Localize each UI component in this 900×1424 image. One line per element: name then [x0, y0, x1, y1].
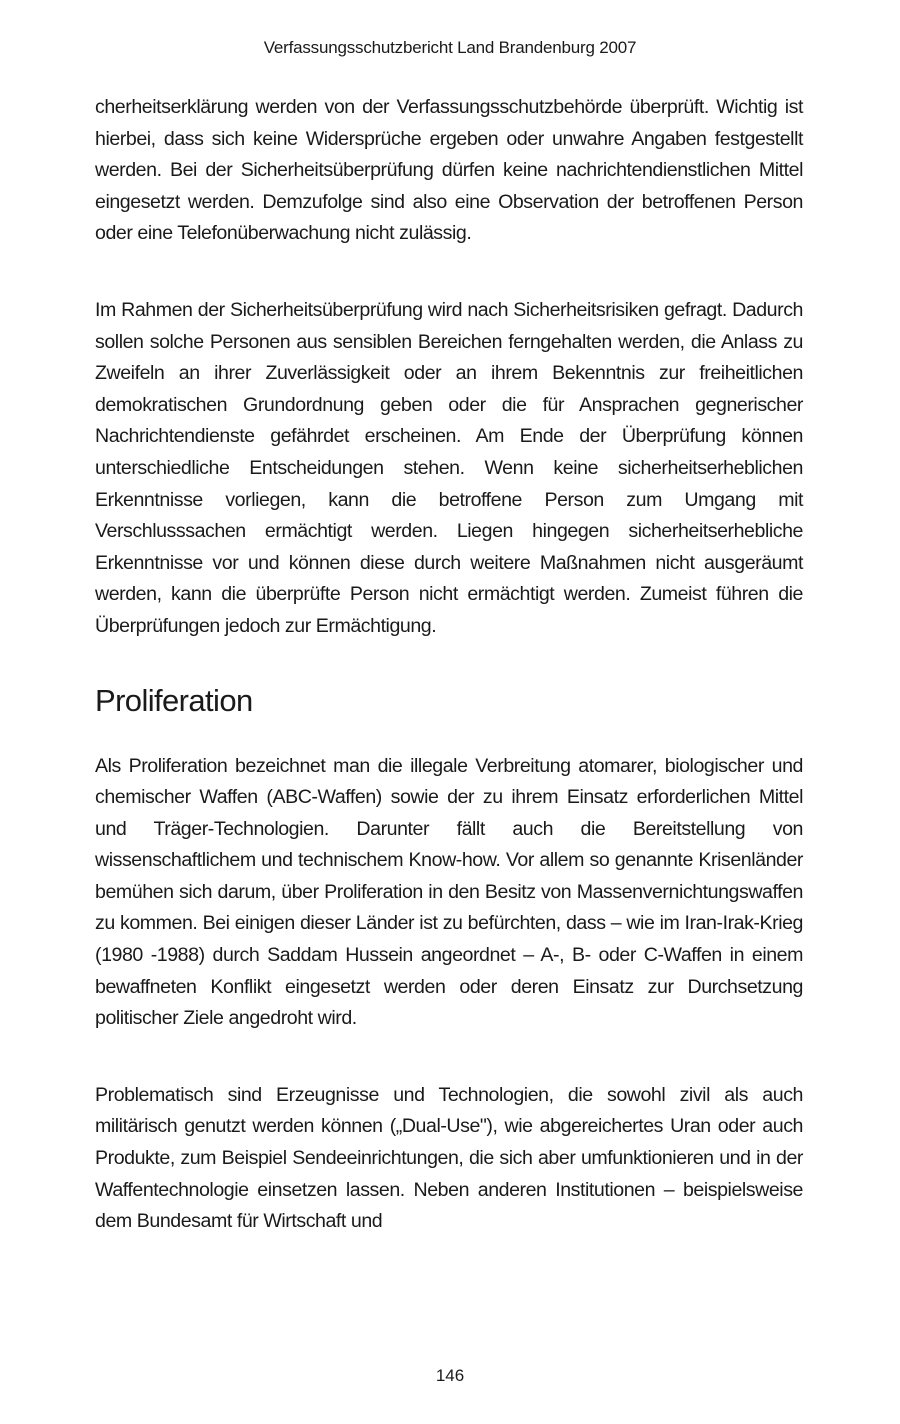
paragraph-security-clearance-check: cherheitserklärung werden von der Verfassungsschutzbehörde überprüft. Wichtig ist hierbei, dass sich keine Widersprüche ergeben oder unwahre Angaben festgestellt werden. Bei der Sicherheitsüberprüfung dürfen keine nachrichtendienstlichen Mittel eingesetzt werden. Demzufolge sind also eine Observation der betroffenen Person oder eine Telefonüberwachung nicht zulässig. — [95, 96, 803, 245]
running-header: Verfassungsschutzbericht Land Brandenburg 2007 — [263, 38, 637, 57]
section-heading-proliferation: Proliferation — [95, 682, 253, 718]
page-number: 146 — [435, 1366, 465, 1385]
page-body — [95, 92, 803, 1238]
paragraph-dual-use: Problematisch sind Erzeugnisse und Technologien, die sowohl zivil als auch militärisch genutzt werden können („Dual-Use"), wie abgereichertes Uran oder auch Produkte, zum Beispiel Sendeeinrichtungen, die sich aber umfunktionieren und in der Waffentechnologie einsetzen lassen. Neben anderen Institutionen – beispielsweise dem Bundesamt für Wirtschaft und — [95, 1083, 803, 1233]
paragraph-proliferation-definition: Als Proliferation bezeichnet man die illegale Verbreitung atomarer, biologischer und chemischer Waffen (ABC-Waffen) sowie der zu ihrem Einsatz erforderlichen Mittel und Träger-Technologien. Darunter fällt auch die Bereitstellung von wissenschaftlichem und technischem Know-how. Vor allem so genannte Krisenländer bemühen sich darum, über Proliferation in den Besitz von Massenvernichtungswaffen zu kommen. Bei einigen dieser Länder ist zu befürchten, dass – wie im Iran-Irak-Krieg (1980 -1988) durch Saddam Hussein angeordnet – A-, B- oder C-Waffen in einem bewaffneten Konflikt eingesetzt werden oder deren Einsatz zur Durchsetzung politischer Ziele angedroht wird. — [95, 754, 803, 1030]
paragraph-security-risks: Im Rahmen der Sicherheitsüberprüfung wird nach Sicherheitsrisiken gefragt. Dadurch sollen solche Personen aus sensiblen Bereichen ferngehalten werden, die Anlass zu Zweifeln an ihrer Zuverlässigkeit oder an ihrem Bekenntnis zur freiheitlichen demokratischen Grundordnung geben oder die für Ansprachen gegnerischer Nachrichtendienste gefährdet erscheinen. Am Ende der Überprüfung können unterschiedliche Entscheidungen stehen. Wenn keine sicherheitserheblichen Erkenntnisse vorliegen, kann die betroffene Person zum Umgang mit Verschlusssachen ermächtigt werden. Liegen hingegen sicherheitserhebliche Erkenntnisse vor und können diese durch weitere Maßnahmen nicht ausgeräumt werden, kann die überprüfte Person nicht ermächtigt werden. Zumeist führen die Überprüfungen jedoch zur Ermächtigung. — [95, 298, 803, 637]
